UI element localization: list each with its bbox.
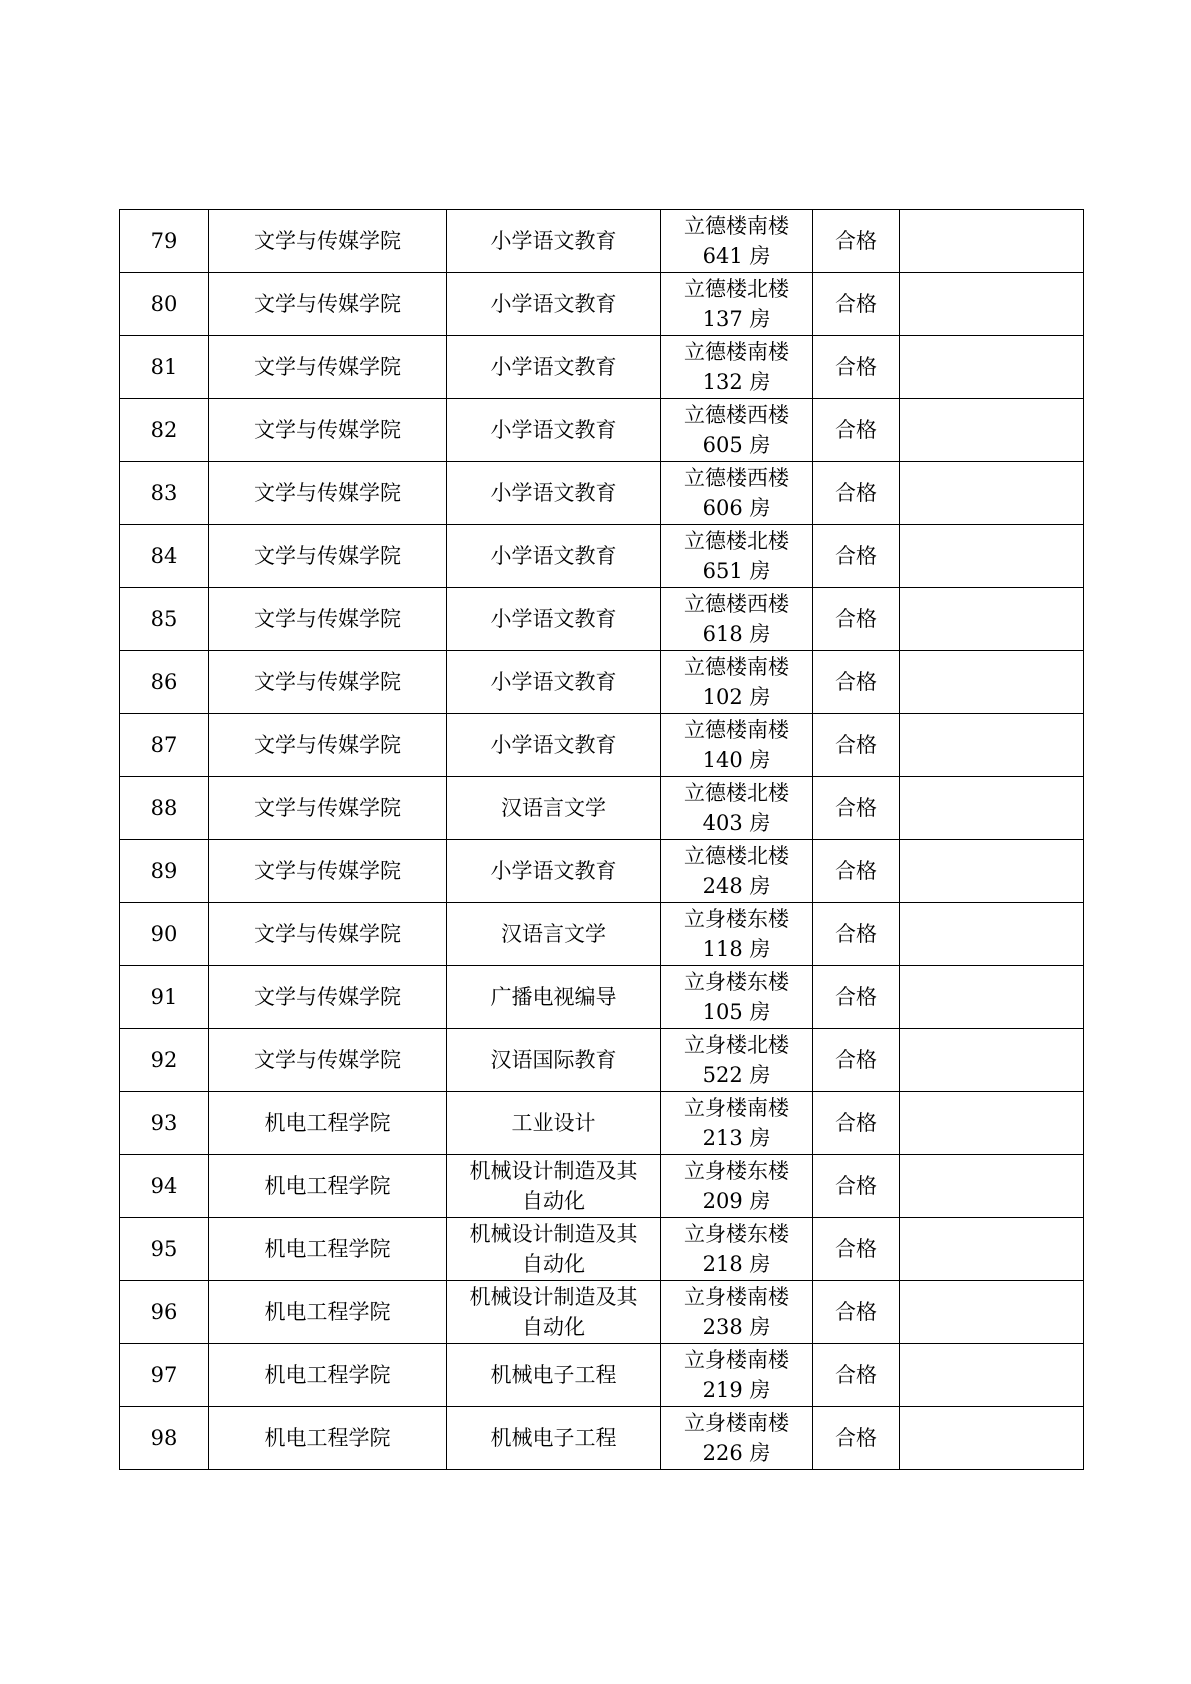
table-row <box>120 462 1084 525</box>
result-cell: 合格 <box>813 273 900 336</box>
row-number-cell: 94 <box>120 1155 209 1218</box>
room-cell-line: 618 房 <box>702 622 771 646</box>
result-cell: 合格 <box>813 1029 900 1092</box>
table-row <box>120 399 1084 462</box>
college-cell: 文学与传媒学院 <box>209 399 447 462</box>
note-cell <box>900 840 1084 903</box>
note-cell <box>900 588 1084 651</box>
room-cell-line: 立德楼西楼 <box>684 466 789 490</box>
major-cell <box>447 1344 661 1407</box>
row-number-cell: 97 <box>120 1344 209 1407</box>
result-cell: 合格 <box>813 903 900 966</box>
college-cell: 文学与传媒学院 <box>209 651 447 714</box>
college-cell: 文学与传媒学院 <box>209 273 447 336</box>
room-cell-line: 立身楼南楼 <box>684 1411 789 1435</box>
college-cell: 文学与传媒学院 <box>209 1029 447 1092</box>
result-cell: 合格 <box>813 210 900 273</box>
result-cell: 合格 <box>813 336 900 399</box>
note-cell <box>900 525 1084 588</box>
college-cell: 文学与传媒学院 <box>209 210 447 273</box>
room-cell <box>661 525 813 588</box>
row-number-cell: 88 <box>120 777 209 840</box>
row-number-cell: 89 <box>120 840 209 903</box>
note-cell <box>900 1155 1084 1218</box>
college-cell: 文学与传媒学院 <box>209 777 447 840</box>
row-number-cell: 79 <box>120 210 209 273</box>
room-cell-line: 立身楼东楼 <box>684 1159 789 1183</box>
room-cell-line: 立德楼北楼 <box>684 529 789 553</box>
note-cell <box>900 1218 1084 1281</box>
room-cell-line: 140 房 <box>702 748 771 772</box>
row-number-cell: 90 <box>120 903 209 966</box>
major-cell-line: 小学语文教育 <box>490 607 617 631</box>
note-cell <box>900 399 1084 462</box>
room-cell-line: 立身楼东楼 <box>684 970 789 994</box>
result-cell: 合格 <box>813 588 900 651</box>
room-cell-line: 立德楼南楼 <box>684 214 789 238</box>
result-cell: 合格 <box>813 840 900 903</box>
room-cell-line: 219 房 <box>702 1378 771 1402</box>
note-cell <box>900 210 1084 273</box>
major-cell <box>447 966 661 1029</box>
table-row <box>120 210 1084 273</box>
college-cell: 文学与传媒学院 <box>209 966 447 1029</box>
room-cell-line: 立德楼西楼 <box>684 403 789 427</box>
room-cell-line: 218 房 <box>702 1252 771 1276</box>
major-cell <box>447 210 661 273</box>
major-cell <box>447 1092 661 1155</box>
table-row <box>120 651 1084 714</box>
note-cell <box>900 336 1084 399</box>
table-row <box>120 1155 1084 1218</box>
room-cell <box>661 903 813 966</box>
room-cell-line: 137 房 <box>702 307 771 331</box>
room-cell <box>661 273 813 336</box>
room-cell-line: 209 房 <box>702 1189 771 1213</box>
room-cell <box>661 462 813 525</box>
major-cell <box>447 840 661 903</box>
room-cell-line: 立身楼东楼 <box>684 907 789 931</box>
table-row <box>120 777 1084 840</box>
room-cell-line: 606 房 <box>702 496 771 520</box>
college-cell: 机电工程学院 <box>209 1407 447 1470</box>
college-cell: 文学与传媒学院 <box>209 336 447 399</box>
major-cell-line: 小学语文教育 <box>490 292 617 316</box>
table-row <box>120 336 1084 399</box>
major-cell <box>447 1029 661 1092</box>
major-cell <box>447 903 661 966</box>
major-cell <box>447 336 661 399</box>
room-cell <box>661 1029 813 1092</box>
major-cell-line: 汉语言文学 <box>501 922 606 946</box>
room-cell-line: 651 房 <box>702 559 771 583</box>
result-cell: 合格 <box>813 966 900 1029</box>
room-cell <box>661 714 813 777</box>
room-cell <box>661 966 813 1029</box>
room-cell-line: 立德楼南楼 <box>684 718 789 742</box>
college-cell: 机电工程学院 <box>209 1092 447 1155</box>
result-cell: 合格 <box>813 399 900 462</box>
major-cell-line: 机械电子工程 <box>490 1426 617 1450</box>
table-row <box>120 1281 1084 1344</box>
table-row <box>120 1218 1084 1281</box>
major-cell <box>447 399 661 462</box>
major-cell <box>447 588 661 651</box>
table-row <box>120 714 1084 777</box>
college-cell: 文学与传媒学院 <box>209 714 447 777</box>
major-cell-line: 汉语言文学 <box>501 796 606 820</box>
major-cell-line: 自动化 <box>522 1315 585 1339</box>
room-cell-line: 605 房 <box>702 433 771 457</box>
room-cell <box>661 1281 813 1344</box>
major-cell-line: 小学语文教育 <box>490 544 617 568</box>
room-cell-line: 213 房 <box>702 1126 771 1150</box>
college-cell: 机电工程学院 <box>209 1218 447 1281</box>
major-cell-line: 机械设计制造及其 <box>469 1159 638 1183</box>
college-cell: 文学与传媒学院 <box>209 903 447 966</box>
college-cell: 文学与传媒学院 <box>209 840 447 903</box>
room-cell-line: 105 房 <box>702 1000 771 1024</box>
major-cell-line: 小学语文教育 <box>490 859 617 883</box>
note-cell <box>900 1029 1084 1092</box>
major-cell <box>447 273 661 336</box>
room-cell <box>661 399 813 462</box>
note-cell <box>900 273 1084 336</box>
note-cell <box>900 1344 1084 1407</box>
table-row <box>120 1092 1084 1155</box>
result-cell: 合格 <box>813 462 900 525</box>
row-number-cell: 96 <box>120 1281 209 1344</box>
result-cell: 合格 <box>813 1344 900 1407</box>
room-cell-line: 立德楼南楼 <box>684 340 789 364</box>
note-cell <box>900 1407 1084 1470</box>
major-cell-line: 小学语文教育 <box>490 418 617 442</box>
note-cell <box>900 777 1084 840</box>
row-number-cell: 86 <box>120 651 209 714</box>
row-number-cell: 83 <box>120 462 209 525</box>
room-cell <box>661 1407 813 1470</box>
major-cell-line: 汉语国际教育 <box>490 1048 617 1072</box>
dormitory-inspection-table <box>119 209 1084 1470</box>
note-cell <box>900 462 1084 525</box>
note-cell <box>900 903 1084 966</box>
room-cell-line: 118 房 <box>702 937 771 961</box>
table-row <box>120 966 1084 1029</box>
room-cell-line: 641 房 <box>702 244 771 268</box>
room-cell <box>661 840 813 903</box>
major-cell <box>447 462 661 525</box>
room-cell-line: 立德楼北楼 <box>684 277 789 301</box>
college-cell: 机电工程学院 <box>209 1344 447 1407</box>
row-number-cell: 93 <box>120 1092 209 1155</box>
major-cell-line: 机械设计制造及其 <box>469 1285 638 1309</box>
room-cell <box>661 1218 813 1281</box>
major-cell <box>447 651 661 714</box>
note-cell <box>900 714 1084 777</box>
result-cell: 合格 <box>813 1281 900 1344</box>
room-cell <box>661 1344 813 1407</box>
major-cell-line: 机械电子工程 <box>490 1363 617 1387</box>
result-cell: 合格 <box>813 714 900 777</box>
note-cell <box>900 966 1084 1029</box>
room-cell <box>661 651 813 714</box>
major-cell <box>447 1407 661 1470</box>
college-cell: 机电工程学院 <box>209 1155 447 1218</box>
college-cell: 文学与传媒学院 <box>209 588 447 651</box>
note-cell <box>900 1281 1084 1344</box>
college-cell: 文学与传媒学院 <box>209 462 447 525</box>
major-cell <box>447 777 661 840</box>
major-cell-line: 小学语文教育 <box>490 733 617 757</box>
room-cell-line: 立德楼西楼 <box>684 592 789 616</box>
room-cell-line: 立身楼南楼 <box>684 1285 789 1309</box>
row-number-cell: 81 <box>120 336 209 399</box>
college-cell: 机电工程学院 <box>209 1281 447 1344</box>
major-cell-line: 小学语文教育 <box>490 670 617 694</box>
major-cell-line: 小学语文教育 <box>490 229 617 253</box>
major-cell-line: 小学语文教育 <box>490 481 617 505</box>
college-cell: 文学与传媒学院 <box>209 525 447 588</box>
table-row <box>120 903 1084 966</box>
row-number-cell: 95 <box>120 1218 209 1281</box>
room-cell <box>661 336 813 399</box>
result-cell: 合格 <box>813 1407 900 1470</box>
row-number-cell: 84 <box>120 525 209 588</box>
result-cell: 合格 <box>813 1155 900 1218</box>
room-cell-line: 立身楼南楼 <box>684 1348 789 1372</box>
room-cell-line: 132 房 <box>702 370 771 394</box>
row-number-cell: 87 <box>120 714 209 777</box>
result-cell: 合格 <box>813 1218 900 1281</box>
note-cell <box>900 651 1084 714</box>
room-cell <box>661 1092 813 1155</box>
room-cell <box>661 588 813 651</box>
table-row <box>120 840 1084 903</box>
result-cell: 合格 <box>813 651 900 714</box>
major-cell <box>447 525 661 588</box>
row-number-cell: 80 <box>120 273 209 336</box>
major-cell-line: 广播电视编导 <box>490 985 617 1009</box>
row-number-cell: 98 <box>120 1407 209 1470</box>
room-cell-line: 立德楼南楼 <box>684 655 789 679</box>
row-number-cell: 91 <box>120 966 209 1029</box>
major-cell-line: 自动化 <box>522 1252 585 1276</box>
result-cell: 合格 <box>813 525 900 588</box>
table-row <box>120 273 1084 336</box>
room-cell-line: 522 房 <box>702 1063 771 1087</box>
room-cell-line: 403 房 <box>702 811 771 835</box>
room-cell <box>661 210 813 273</box>
table-row <box>120 525 1084 588</box>
room-cell-line: 238 房 <box>702 1315 771 1339</box>
major-cell <box>447 714 661 777</box>
room-cell <box>661 777 813 840</box>
table-row <box>120 588 1084 651</box>
major-cell <box>447 1218 661 1281</box>
major-cell-line: 自动化 <box>522 1189 585 1213</box>
major-cell <box>447 1155 661 1218</box>
major-cell-line: 机械设计制造及其 <box>469 1222 638 1246</box>
major-cell-line: 工业设计 <box>511 1111 596 1135</box>
room-cell-line: 226 房 <box>702 1441 771 1465</box>
room-cell-line: 102 房 <box>702 685 771 709</box>
note-cell <box>900 1092 1084 1155</box>
room-cell-line: 立身楼东楼 <box>684 1222 789 1246</box>
major-cell-line: 小学语文教育 <box>490 355 617 379</box>
room-cell-line: 立德楼北楼 <box>684 781 789 805</box>
table-row <box>120 1407 1084 1470</box>
room-cell-line: 立德楼北楼 <box>684 844 789 868</box>
row-number-cell: 92 <box>120 1029 209 1092</box>
major-cell <box>447 1281 661 1344</box>
row-number-cell: 82 <box>120 399 209 462</box>
room-cell-line: 立身楼北楼 <box>684 1033 789 1057</box>
result-cell: 合格 <box>813 777 900 840</box>
room-cell-line: 立身楼南楼 <box>684 1096 789 1120</box>
room-cell <box>661 1155 813 1218</box>
table-row <box>120 1029 1084 1092</box>
result-cell: 合格 <box>813 1092 900 1155</box>
table-row <box>120 1344 1084 1407</box>
room-cell-line: 248 房 <box>702 874 771 898</box>
row-number-cell: 85 <box>120 588 209 651</box>
table-body <box>120 210 1084 1470</box>
